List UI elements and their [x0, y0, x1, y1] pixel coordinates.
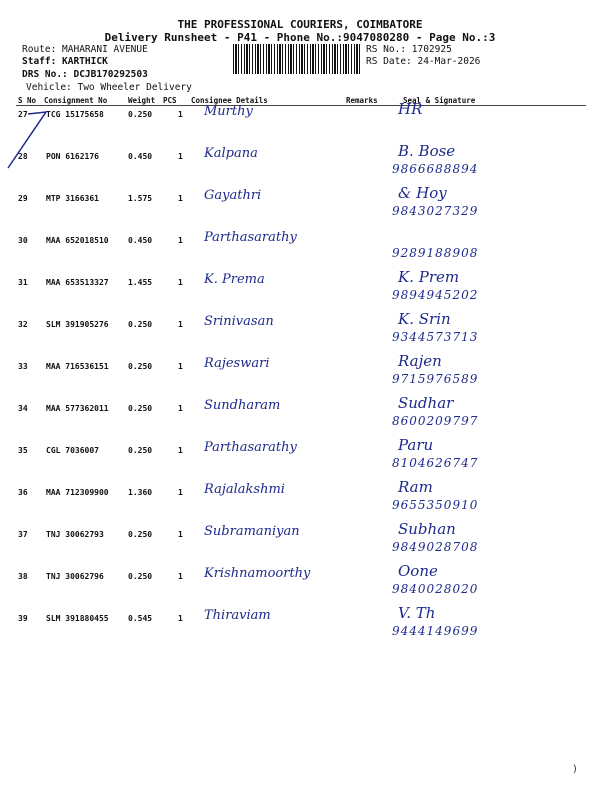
row-sno: 29 [18, 194, 28, 203]
row-pcs: 1 [178, 488, 183, 497]
row-consignment: TNJ 30062793 [46, 530, 104, 539]
row-consignment: MTP 3166361 [46, 194, 99, 203]
row-phone-handwritten: 9655350910 [392, 498, 479, 512]
row-pcs: 1 [178, 614, 183, 623]
row-weight: 0.250 [128, 530, 153, 539]
row-signature: Subhan [398, 520, 456, 538]
row-weight: 0.250 [128, 110, 153, 119]
row-phone-handwritten: 9866688894 [392, 162, 479, 176]
col-weight: Weight [128, 96, 156, 105]
row-consignee-handwritten: Rajeswari [204, 356, 270, 371]
row-sno: 33 [18, 362, 28, 371]
row-phone-handwritten: 9849028708 [392, 540, 479, 554]
row-sno: 36 [18, 488, 28, 497]
row-signature: HR [398, 100, 423, 118]
row-consignment: TNJ 30062796 [46, 572, 104, 581]
row-consignee-handwritten: Kalpana [204, 146, 258, 161]
table-row [0, 478, 600, 528]
row-pcs: 1 [178, 362, 183, 371]
table-row [0, 436, 600, 486]
row-signature: K. Prem [398, 268, 460, 286]
row-consignment: SLM 391880455 [46, 614, 109, 623]
row-phone-handwritten: 9344573713 [392, 330, 479, 344]
drs-number: DRS No.: DCJB170292503 [22, 69, 148, 80]
row-pcs: 1 [178, 446, 183, 455]
row-phone-handwritten: 9289188908 [392, 246, 479, 260]
row-pcs: 1 [178, 110, 183, 119]
row-pcs: 1 [178, 404, 183, 413]
row-weight: 0.450 [128, 236, 153, 245]
row-weight: 0.250 [128, 320, 153, 329]
row-consignment: MAA 577362011 [46, 404, 109, 413]
row-weight: 0.250 [128, 572, 153, 581]
row-signature: Sudhar [398, 394, 454, 412]
col-consignee: Consignee Details [191, 96, 268, 105]
row-phone-handwritten: 9894945202 [392, 288, 479, 302]
header-rule [16, 105, 586, 106]
row-signature: Rajen [398, 352, 442, 370]
row-consignee-handwritten: Parthasarathy [204, 230, 297, 245]
table-row [0, 394, 600, 444]
table-row [0, 142, 600, 192]
row-consignee-handwritten: Krishnamoorthy [204, 566, 311, 581]
table-row [0, 268, 600, 318]
rs-number: RS No.: 1702925 [366, 44, 452, 55]
row-consignee-handwritten: Parthasarathy [204, 440, 297, 455]
row-weight: 1.575 [128, 194, 153, 203]
row-consignee-handwritten: Murthy [204, 104, 253, 119]
col-sno: S No [18, 96, 37, 105]
row-sno: 27 [18, 110, 28, 119]
row-consignment: MAA 716536151 [46, 362, 109, 371]
col-remarks: Remarks [346, 96, 378, 105]
table-row [0, 310, 600, 360]
row-weight: 0.545 [128, 614, 153, 623]
row-pcs: 1 [178, 152, 183, 161]
row-weight: 1.455 [128, 278, 153, 287]
row-weight: 0.250 [128, 362, 153, 371]
row-sno: 35 [18, 446, 28, 455]
table-row [0, 352, 600, 402]
row-pcs: 1 [178, 320, 183, 329]
row-weight: 0.450 [128, 152, 153, 161]
row-pcs: 1 [178, 236, 183, 245]
row-signature: V. Th [398, 604, 436, 622]
table-row [0, 230, 600, 276]
row-sno: 38 [18, 572, 28, 581]
vehicle-label: Vehicle: Two Wheeler Delivery [26, 82, 192, 93]
runsheet-subtitle: Delivery Runsheet - P41 - Phone No.:9047080280 - Page No.:3 [104, 31, 496, 44]
table-row [0, 562, 600, 612]
row-phone-handwritten: 9715976589 [392, 372, 479, 386]
row-sno: 31 [18, 278, 28, 287]
row-pcs: 1 [178, 530, 183, 539]
row-consignment: MAA 653513327 [46, 278, 109, 287]
row-phone-handwritten: 9444149699 [392, 624, 479, 638]
row-signature: & Hoy [398, 184, 447, 202]
rs-date: RS Date: 24-Mar-2026 [366, 56, 481, 67]
row-sno: 37 [18, 530, 28, 539]
row-signature: K. Srin [398, 310, 451, 328]
row-signature: Ram [398, 478, 433, 496]
row-pcs: 1 [178, 572, 183, 581]
table-row [0, 184, 600, 234]
col-pcs: PCS [163, 96, 177, 105]
row-consignment: SLM 391905276 [46, 320, 109, 329]
row-phone-handwritten: 8600209797 [392, 414, 479, 428]
col-consignment: Consignment No [44, 96, 108, 105]
corner-mark-icon: ) [572, 764, 579, 775]
row-consignment: TCG 15175658 [46, 110, 104, 119]
row-phone-handwritten: 9843027329 [392, 204, 479, 218]
strike-mark [6, 108, 66, 170]
staff-label: Staff: KARTHICK [22, 56, 108, 67]
row-consignee-handwritten: Subramaniyan [204, 524, 300, 539]
row-weight: 0.250 [128, 404, 153, 413]
row-consignee-handwritten: Thiraviam [204, 608, 271, 623]
row-signature: Paru [398, 436, 434, 454]
row-sno: 34 [18, 404, 28, 413]
row-weight: 1.360 [128, 488, 153, 497]
row-consignment: MAA 652018510 [46, 236, 109, 245]
row-consignee-handwritten: Sundharam [204, 398, 281, 413]
row-consignment: MAA 712309900 [46, 488, 109, 497]
row-consignment: PON 6162176 [46, 152, 99, 161]
col-seal-signature: Seal & Signature [403, 96, 476, 105]
row-consignee-handwritten: Gayathri [204, 188, 262, 203]
table-row [0, 604, 600, 654]
row-pcs: 1 [178, 194, 183, 203]
row-sno: 39 [18, 614, 28, 623]
row-consignee-handwritten: Srinivasan [204, 314, 274, 329]
row-consignment: CGL 7036007 [46, 446, 99, 455]
row-phone-handwritten: 8104626747 [392, 456, 479, 470]
barcode [233, 44, 361, 74]
row-consignee-handwritten: K. Prema [204, 272, 265, 287]
row-signature: B. Bose [398, 142, 456, 160]
row-sno: 30 [18, 236, 28, 245]
row-consignee-handwritten: Rajalakshmi [204, 482, 285, 497]
company-title: THE PROFESSIONAL COURIERS, COIMBATORE [177, 18, 423, 31]
row-weight: 0.250 [128, 446, 153, 455]
row-signature: Oone [398, 562, 438, 580]
row-pcs: 1 [178, 278, 183, 287]
row-sno: 28 [18, 152, 28, 161]
route-label: Route: MAHARANI AVENUE [22, 44, 148, 55]
row-sno: 32 [18, 320, 28, 329]
table-row [0, 520, 600, 570]
row-phone-handwritten: 9840028020 [392, 582, 479, 596]
